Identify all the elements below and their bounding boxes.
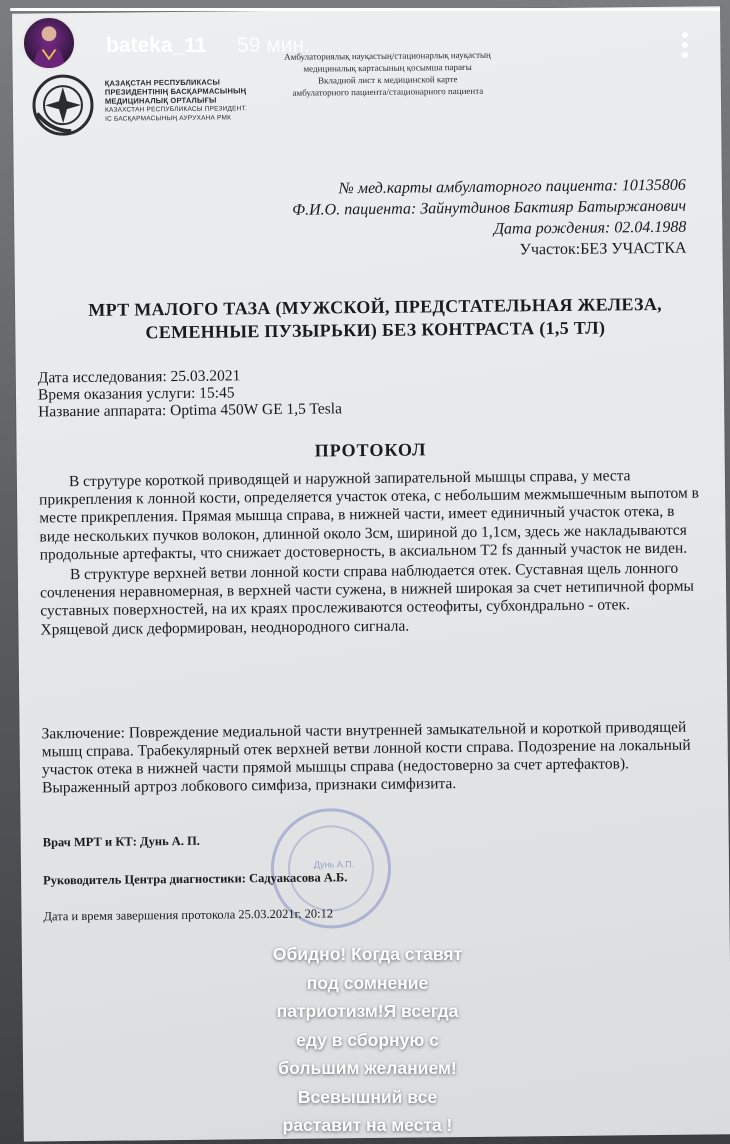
caption-line: Всевышний все: [297, 1086, 438, 1107]
device-name: Название аппарата: Optima 450W GE 1,5 Tesla: [38, 400, 343, 421]
title-line: СЕМЕННЫЕ ПУЗЫРЬКИ) БЕЗ КОНТРАСТА (1,5 ТЛ): [145, 317, 606, 343]
form-header-line: амбулаторного пациента/стационарного пациента: [292, 85, 484, 98]
completion-datetime: Дата и время завершения протокола 25.03.2021г. 20:12: [43, 906, 334, 924]
caption-line: еду в сборную с: [296, 1029, 439, 1050]
protocol-paragraph: В струтуре короткой приводящей и наружной запирательной мышцы справа, у места прикрепления к лонной кости, определяется участок отека, с небольшим межмышечным выпотом в месте прикрепления. Прямая мышца справа, в нижней части, имеет единичный участок отека, в виде нескольких пучков волокон, длинной около 3см, шириной до 1,1см, здесь же накладываются продольные артефакты, что снижает достоверность, в аксиальном T2 fs данный участок не виден.: [39, 467, 700, 564]
study-date: Дата исследования: 25.03.2021: [37, 367, 241, 387]
document-title: [55, 293, 695, 346]
patient-info: [226, 175, 687, 264]
center-head-signature: Руководитель Центра диагностики: Садуакасова А.Б.: [43, 870, 348, 888]
caption-line: патриотизм!Я всегда: [276, 1001, 459, 1021]
patient-card-number: № мед.карты амбулаторного пациента: 10135806: [338, 176, 686, 198]
story-header: [22, 16, 710, 72]
patient-area: Участок:БЕЗ УЧАСТКА: [519, 239, 687, 259]
avatar-person-icon: [24, 18, 74, 68]
more-options-icon[interactable]: [678, 28, 692, 62]
caption-line: под сомнение: [306, 972, 429, 993]
caption-line: большим желанием!: [278, 1058, 457, 1078]
kazakhstan-emblem-icon: [31, 73, 96, 138]
patient-name: Ф.И.О. пациента: Зайнутдинов Бактияр Батыржанович: [292, 197, 687, 219]
doctor-signature: Врач МРТ и КТ: Дунь А. П.: [42, 833, 200, 850]
org-line: ПРЕЗИДЕНТІНІҢ БАСҚАРМАСЫНЫҢ: [104, 86, 247, 97]
patient-dob: Дата рождения: 02.04.1988: [493, 218, 687, 238]
org-line: ҚАЗАҚСТАН РЕСПУБЛИКАСЫ: [104, 77, 221, 88]
form-header-line: Вкладной лист к медицинской карте: [317, 74, 458, 86]
caption-line: Обидно! Когда ставят: [272, 944, 463, 964]
avatar[interactable]: [22, 16, 76, 70]
form-header-line: медициналық картасының қосымша парағы: [303, 61, 472, 74]
username[interactable]: bateka_11: [106, 34, 207, 57]
caption-line: раставит на места !: [282, 1115, 453, 1135]
stamp-text: Дунь А.П.: [313, 859, 355, 870]
story-progress-bar: [10, 8, 720, 11]
story-progress-fill: [10, 8, 720, 11]
post-time: 59 мин.: [237, 34, 310, 57]
org-line: ІС БАСҚАРМАСЫНЫҢ АУРУХАНА РМК: [105, 114, 232, 123]
org-line: КАЗАХСТАН РЕСПУБЛИКАСЫ ПРЕЗИДЕНТ.: [104, 105, 248, 114]
story-caption: [240, 940, 495, 1140]
protocol-paragraph: В структуре верхней ветви лонной кости справа наблюдается отек. Суставная щель лонного сочленения неравномерная, в верхней части сужена, в нижней широкая за счет нетипичной формы суставных поверхностей, на их краях прослеживаются остеофиты, субхондрально - отек. Хрящевой диск деформирован, неоднородного сигнала.: [39, 559, 694, 639]
service-time: Время оказания услуги: 15:45: [37, 384, 235, 404]
organization-header: [105, 77, 265, 124]
org-line: МЕДИЦИНАЛЫҚ ОРТАЛЫҒЫ: [104, 95, 217, 106]
protocol-body: [39, 467, 701, 640]
conclusion: Заключение: Повреждение медиальной части внутренней замыкательной и короткой приводящей мышц справа. Трабекулярный отек верхней ветви лонной кости справа. Подозрение на локальный участок отека в нижней части прямой мышцы справа (недостоверно за счет артефактов). Выраженный артроз лобкового симфиза, признаки симфизита.: [41, 718, 691, 797]
study-meta: [38, 364, 559, 420]
title-line: МРТ МАЛОГО ТАЗА (МУЖСКОЙ, ПРЕДСТАТЕЛЬНАЯ ЖЕЛЕЗА,: [88, 293, 662, 320]
form-header-line: Амбулаториялық науқастың/стационарлық науқастың: [284, 49, 491, 62]
protocol-title: ПРОТОКОЛ: [314, 439, 427, 461]
